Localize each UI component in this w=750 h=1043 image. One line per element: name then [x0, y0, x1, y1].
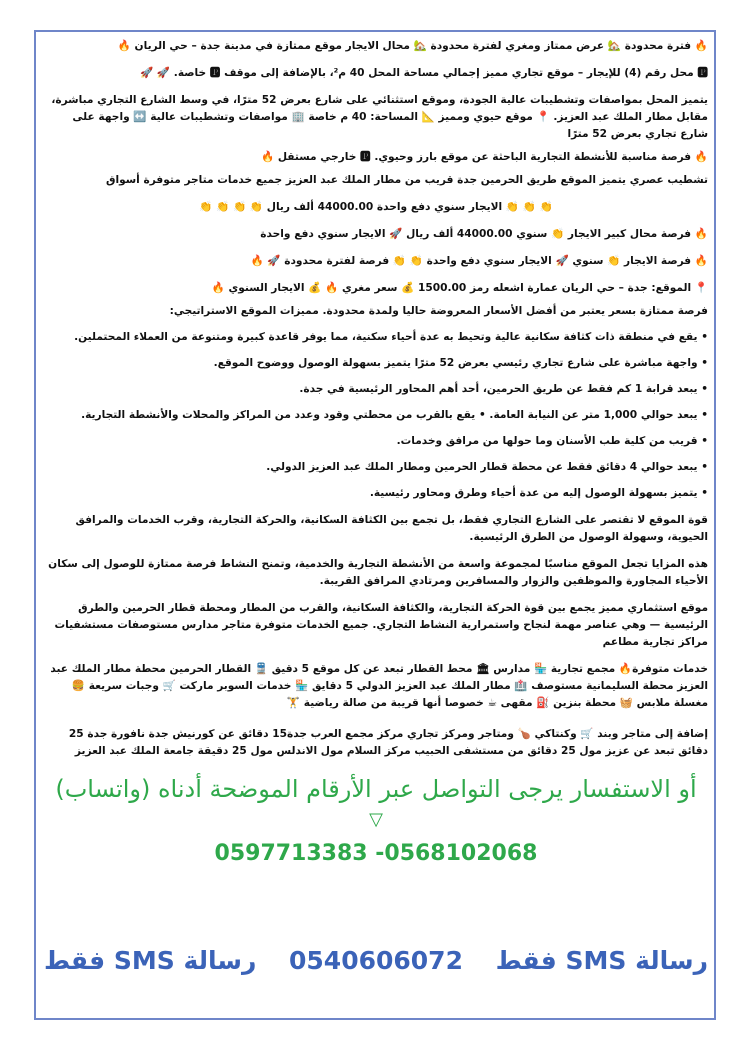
headline-line: 🔥 فترة محدودة 🏡 عرض ممتاز ومغري لفترة محدودة 🏡 محال الايجار موقع ممتازة في مدينة جدة – حي الريان 🔥	[117, 40, 708, 52]
description-paragraph: يتميز المحل بمواصفات وتشطيبات عالية الجودة، وموقع استثنائي على شارع بعرض 52 مترًا، في وسط الشارع التجاري مباشرة، مقابل مطار الملك عبد العزيز. 📍 موقع حيوي ومميز 📐 المساحة: 40 م خاصة 🏢 مواصفات وتشطيبات عالية ↔️ واجهة على شارع تجاري بعرض 52 مترًا	[51, 94, 708, 140]
feature-bullet: • يبعد حوالي 4 دقائق فقط عن محطة قطار الحرمين ومطار الملك عبد العزيز الدولي.	[266, 461, 708, 473]
ad-content	[44, 38, 708, 868]
features-intro: فرصة ممتازة بسعر يعتبر من أفضل الأسعار المعروضة حاليا ولمدة محدودة. مميزات الموقع الاستراتيجي:	[169, 305, 708, 317]
sms-only-label-right: رسالة SMS فقط	[495, 946, 708, 975]
whatsapp-phone-numbers[interactable]: 0597713383 -0568102068	[214, 841, 538, 866]
nearby-paragraph: إضافة إلى متاجر وبند 🛒 وكنتاكي 🍗 ومتاجر ومركز تجاري مركز مجمع العرب جدة15 دقائق عن كورنيش جدة نافورة جدة 25 دقائق تبعد عن عزيز مول 25 دقائق من مستشفى الحبيب مركز السلام مول الاندلس مول 25 دقيقة جامعة الملك عبد العزيز	[68, 728, 708, 757]
feature-bullet: • يتميز بسهولة الوصول إليه من عدة أحياء وطرق ومحاور رئيسية.	[369, 487, 708, 499]
feature-bullet: • يبعد حوالي 1,000 متر عن النيابة العامة. • يقع بالقرب من محطتي وقود وعدد من المراكز والمحلات والأنشطة التجارية.	[81, 409, 708, 421]
sms-phone-number[interactable]: 0540606072	[289, 946, 463, 975]
sms-contact-row	[44, 946, 708, 975]
down-arrow-icon: ▽	[369, 809, 383, 830]
shop-line: 🅿 محل رقم (4) للإيجار – موقع تجاري مميز إجمالي مساحة المحل 40 م²، بالإضافة إلى موقف 🅿 خاصة. 🚀 🚀	[140, 67, 708, 79]
sms-only-label-left: رسالة SMS فقط	[44, 946, 257, 975]
services-paragraph: خدمات متوفرة🔥 مجمع تجارية 🏪 مدارس 🏛 محط القطار تبعد عن كل موقع 5 دقيق 🚆 القطار الحرمين محطة مطار الملك عبد العزيز محطة السليمانية مستوصف 🏥 مطار الملك عبد العزيز الدولي 5 دقايق 🏪 خدمات السوبر ماركت 🛒 وجبات سريعة 🍔 مغسلة ملابس 🧺 محطة بنزين ⛽ مقهى ☕ خصوصا أنها قريبة من صالة رياضية 🏋	[50, 663, 708, 709]
advantages-paragraph: هذه المزايا تجعل الموقع مناسبًا لمجموعة واسعة من الأنشطة التجارية والخدمية، وتمنح النشاط فرصة ممتازة للوصول إلى سكان الأحياء المجاورة والموظفين والزوار والمسافرين ومرتادي المرافق القريبة.	[48, 558, 708, 587]
location-line: 📍 الموقع: جدة – حي الريان عمارة اشعله رمز 1500.00 💰 سعر مغري 🔥 💰 الايجار السنوي 🔥	[211, 282, 708, 294]
price-line: 👏 👏 👏 الايجار سنوي دفع واحدة 44000.00 ألف ريال 👏 👏 👏 👏	[199, 201, 553, 213]
finishing-line: تشطيب عصري يتميز الموقع طريق الحرمين جدة قريب من مطار الملك عبد العزيز جميع خدمات متاجر متوفرة أسواق	[105, 174, 708, 186]
feature-bullet: • يبعد قرابة 1 كم فقط عن طريق الحرمين، أحد أهم المحاور الرئيسية في جدة.	[299, 383, 708, 395]
opportunity-line: 🔥 فرصة مناسبة للأنشطة التجارية الباحثة عن موقع بارز وحيوي. 🅿 خارجي مستقل 🔥	[260, 151, 708, 163]
offer-line-1: 🔥 فرصة محال كبير الايجار 👏 سنوي 44000.00 ألف ريال 🚀 الايجار سنوي دفع واحدة	[260, 228, 708, 240]
feature-bullet: • واجهة مباشرة على شارع تجاري رئيسي بعرض 52 مترًا يتميز بسهولة الوصول ووضوح الموقع.	[213, 357, 708, 369]
location-strength-paragraph: قوة الموقع لا تقتصر على الشارع التجاري فقط، بل تجمع بين الكثافة السكانية، والحركة التجارية، وقرب الخدمات والمرافق الحيوية، وسهولة الوصول من الطرق الرئيسية.	[75, 514, 708, 543]
offer-line-2: 🔥 فرصة الايجار 👏 سنوي 🚀 الايجار سنوي دفع واحدة 👏 👏 فرصة لفترة محدودة 🚀 🔥	[250, 255, 708, 267]
contact-heading: أو الاستفسار يرجى التواصل عبر الأرقام الموضحة أدناه (واتساب)	[55, 775, 697, 803]
feature-bullet: • قريب من كلية طب الأسنان وما حولها من مرافق وخدمات.	[396, 435, 708, 447]
investment-paragraph: موقع استثماري مميز يجمع بين قوة الحركة التجارية، والكثافة السكانية، والقرب من المطار ومحطة قطار الحرمين والطرق الرئيسية — وهي عناصر مهمة لنجاح واستمرارية النشاط التجاري. جميع الخدمات متوفرة متاجر مدارس مستوصفات مستشفيات مراكز تجارية مطاعم	[54, 602, 708, 648]
feature-bullet: • يقع في منطقة ذات كثافة سكانية عالية وتحيط به عدة أحياء سكنية، مما يوفر قاعدة كبيرة ومتنوعة من العملاء المحتملين.	[74, 331, 708, 343]
